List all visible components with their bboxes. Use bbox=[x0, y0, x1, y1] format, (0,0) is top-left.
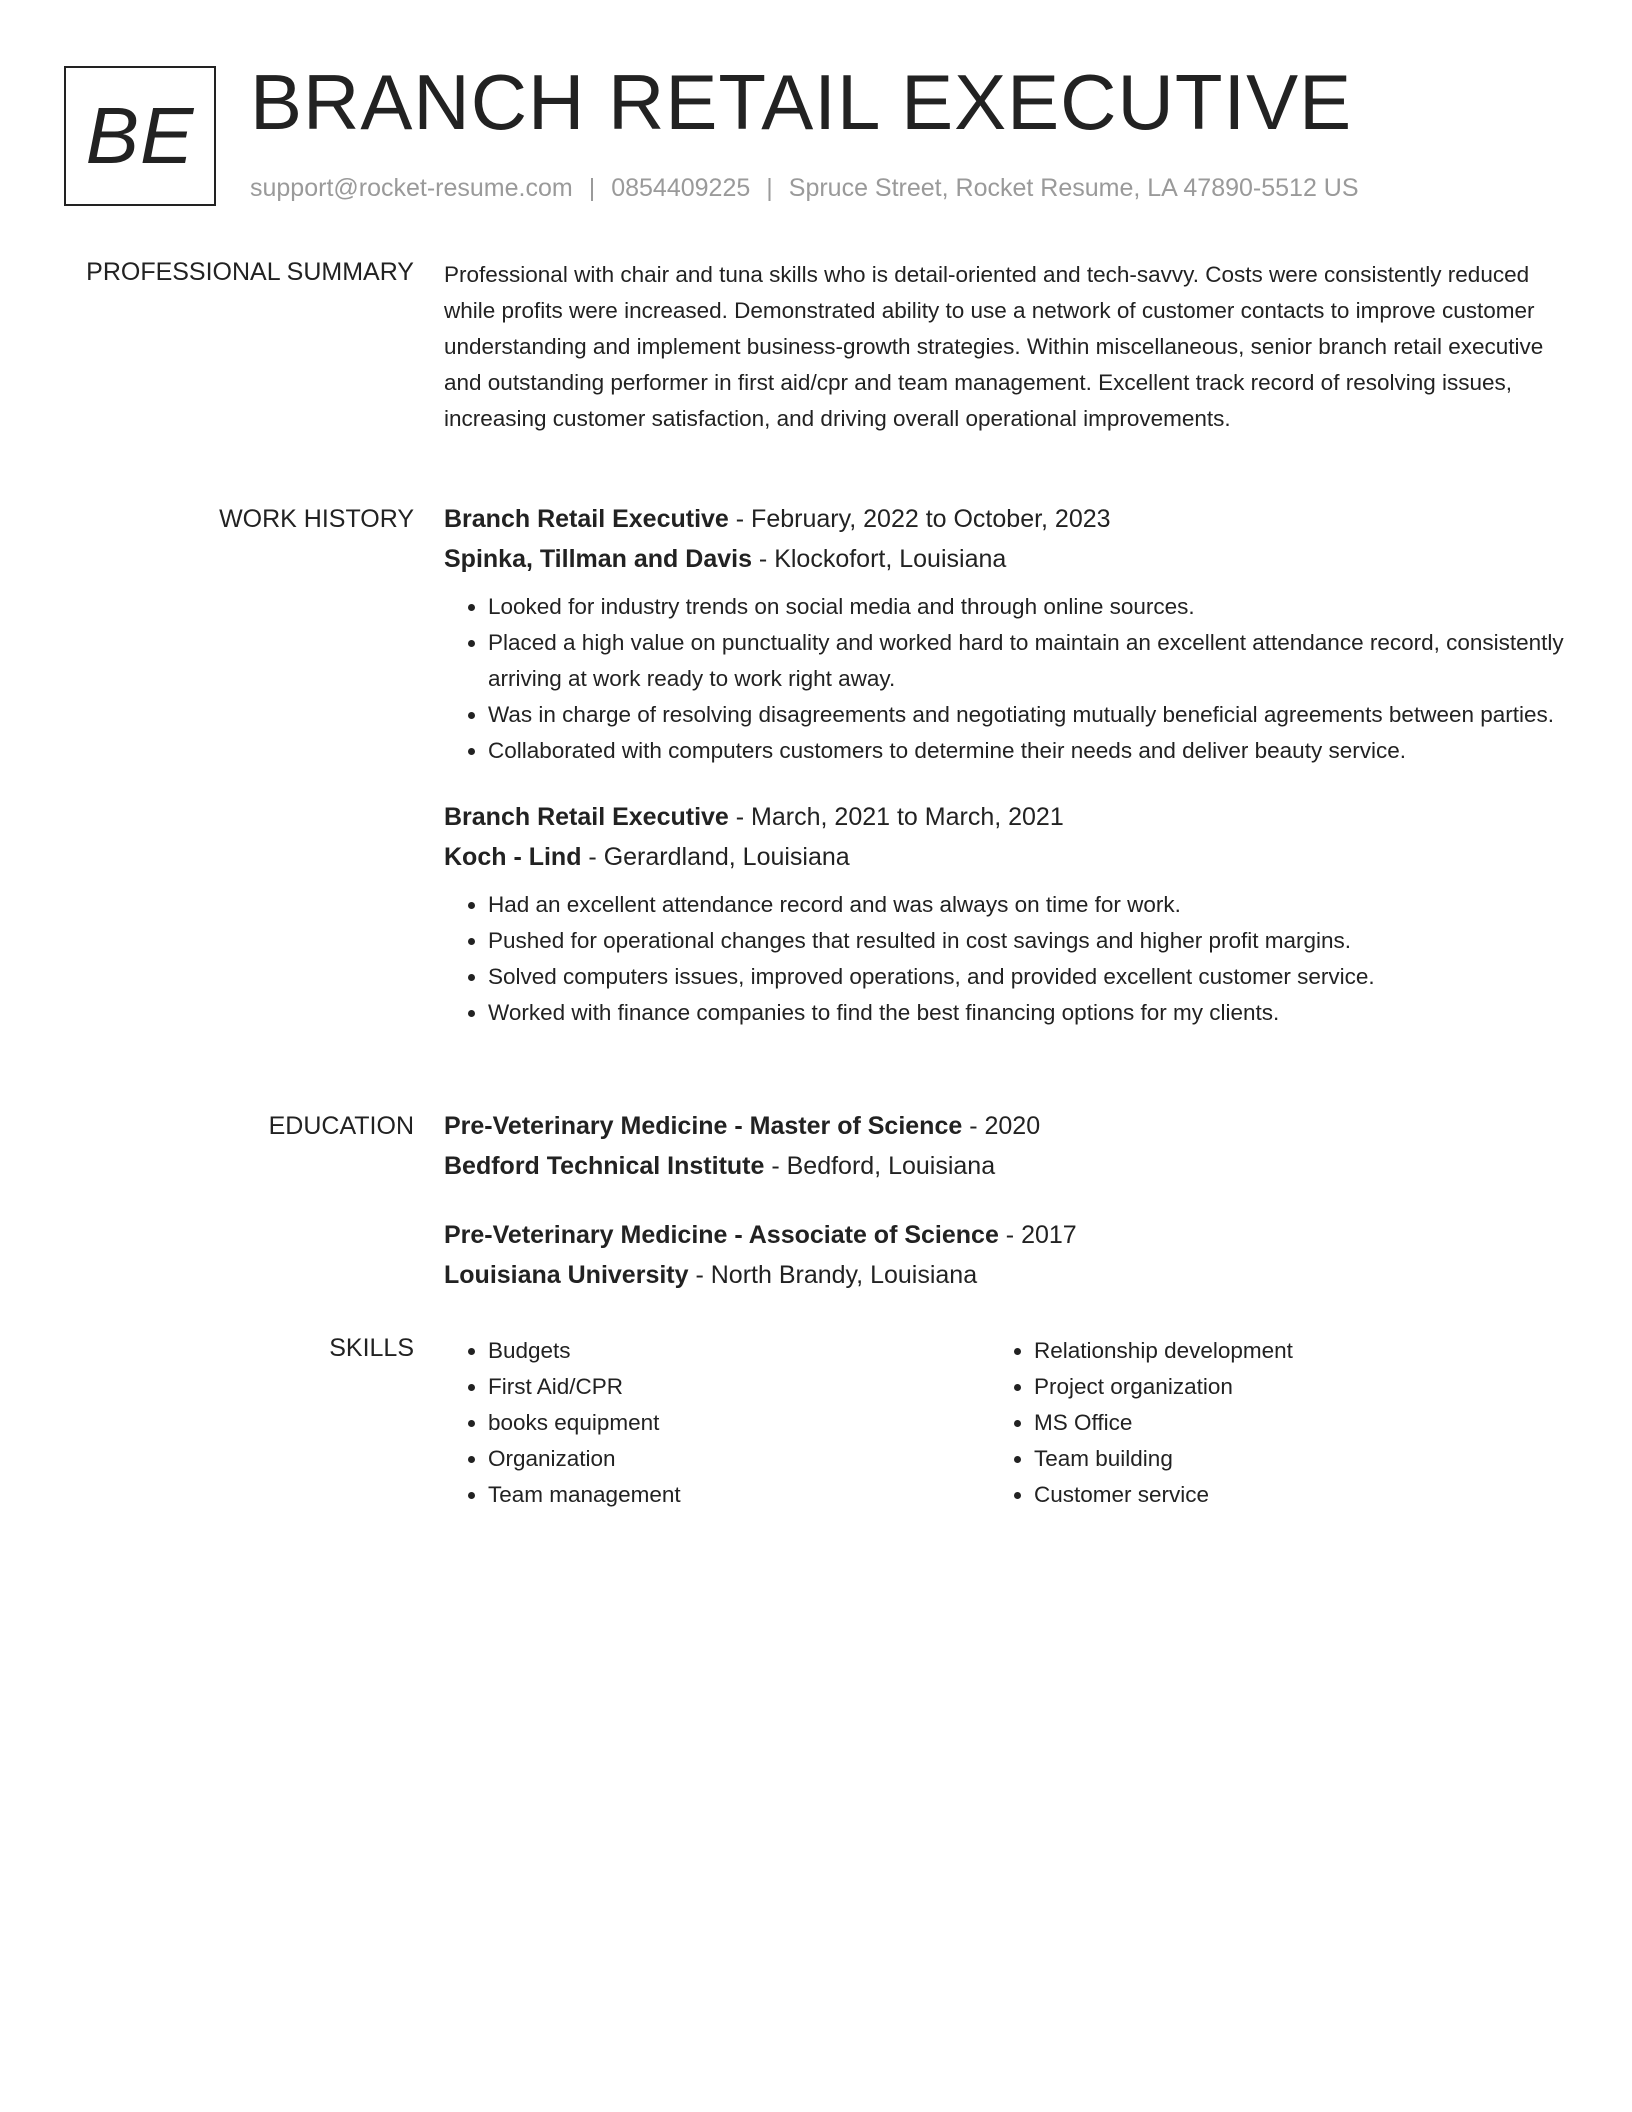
skill-item: • MS Office bbox=[1034, 1405, 1536, 1441]
education-entry bbox=[444, 1106, 1564, 1186]
job-bullets bbox=[444, 589, 1564, 769]
job-dates: - March, 2021 to March, 2021 bbox=[728, 803, 1064, 831]
resume-title: BRANCH RETAIL EXECUTIVE bbox=[250, 58, 1353, 146]
education-body bbox=[444, 1106, 1564, 1324]
skills-heading: SKILLS bbox=[329, 1334, 414, 1362]
job-company-line bbox=[444, 837, 1564, 877]
skill-item: • Team building bbox=[1034, 1441, 1536, 1477]
summary-heading: PROFESSIONAL SUMMARY bbox=[86, 258, 414, 286]
contact-address: Spruce Street, Rocket Resume, LA 47890-5512 US bbox=[788, 174, 1359, 202]
job-company: Spinka, Tillman and Davis bbox=[444, 545, 752, 573]
job-entry bbox=[444, 797, 1564, 1031]
job-location: - Gerardland, Louisiana bbox=[581, 843, 850, 871]
skill-item: • Project organization bbox=[1034, 1369, 1536, 1405]
skill-item: • Budgets bbox=[488, 1333, 990, 1369]
skills-body bbox=[444, 1333, 1564, 1513]
monogram-box bbox=[64, 66, 216, 206]
degree-year: - 2020 bbox=[962, 1112, 1041, 1140]
skill-item: • Customer service bbox=[1034, 1477, 1536, 1513]
degree-name: Pre-Veterinary Medicine - Associate of Science bbox=[444, 1221, 999, 1249]
school-location: - North Brandy, Louisiana bbox=[688, 1261, 978, 1289]
job-bullet: • Solved computers issues, improved operations, and provided excellent customer service. bbox=[488, 959, 1564, 995]
job-bullet: • Placed a high value on punctuality and worked hard to maintain an excellent attendance record, consistently arriving at work ready to work right away. bbox=[488, 625, 1564, 697]
job-dates: - February, 2022 to October, 2023 bbox=[728, 505, 1111, 533]
skills-list-left bbox=[444, 1333, 990, 1513]
skill-item: • books equipment bbox=[488, 1405, 990, 1441]
job-location: - Klockofort, Louisiana bbox=[751, 545, 1007, 573]
job-bullet: • Had an excellent attendance record and was always on time for work. bbox=[488, 887, 1564, 923]
school-line bbox=[444, 1146, 1564, 1186]
contact-separator: | bbox=[588, 174, 596, 202]
skills-columns bbox=[444, 1333, 1564, 1513]
job-title: Branch Retail Executive bbox=[444, 505, 729, 533]
contact-phone: 0854409225 bbox=[611, 174, 751, 202]
job-bullet: • Was in charge of resolving disagreements and negotiating mutually beneficial agreements between parties. bbox=[488, 697, 1564, 733]
contact-email: support@rocket-resume.com bbox=[250, 174, 573, 202]
skill-item: • Team management bbox=[488, 1477, 990, 1513]
job-title-line bbox=[444, 499, 1564, 539]
degree-name: Pre-Veterinary Medicine - Master of Science bbox=[444, 1112, 963, 1140]
education-heading: EDUCATION bbox=[268, 1112, 414, 1140]
work-history-heading: WORK HISTORY bbox=[219, 505, 414, 533]
school-name: Louisiana University bbox=[444, 1261, 689, 1289]
job-company: Koch - Lind bbox=[444, 843, 582, 871]
school-name: Bedford Technical Institute bbox=[444, 1152, 765, 1180]
skill-item: • Relationship development bbox=[1034, 1333, 1536, 1369]
contact-separator: | bbox=[766, 174, 773, 202]
skill-item: • First Aid/CPR bbox=[488, 1369, 990, 1405]
work-history-body bbox=[444, 499, 1564, 1059]
job-title: Branch Retail Executive bbox=[444, 803, 729, 831]
degree-year: - 2017 bbox=[998, 1221, 1077, 1249]
skill-item: • Organization bbox=[488, 1441, 990, 1477]
summary-text: Professional with chair and tuna skills who is detail-oriented and tech-savvy. Costs were consistently reduced while profits were increased. Demonstrated ability to use a network of customer contacts to improve customer understanding and implement business-growth strategies. Within miscellaneous, senior branch retail executive and outstanding performer in first aid/cpr and team management. Excellent track record of resolving issues, increasing customer satisfaction, and driving overall operational improvements. bbox=[444, 262, 1544, 431]
summary-body bbox=[444, 257, 1564, 437]
monogram-initials: BE bbox=[85, 91, 195, 180]
school-location: - Bedford, Louisiana bbox=[764, 1152, 996, 1180]
skills-list-right bbox=[990, 1333, 1536, 1513]
education-entry bbox=[444, 1215, 1564, 1295]
job-title-line bbox=[444, 797, 1564, 837]
degree-line bbox=[444, 1215, 1564, 1255]
contact-line bbox=[250, 174, 1359, 203]
job-bullets bbox=[444, 887, 1564, 1031]
job-bullet: • Pushed for operational changes that resulted in cost savings and higher profit margins. bbox=[488, 923, 1564, 959]
job-entry bbox=[444, 499, 1564, 769]
degree-line bbox=[444, 1106, 1564, 1146]
job-bullet: • Collaborated with computers customers to determine their needs and deliver beauty service. bbox=[488, 733, 1564, 769]
school-line bbox=[444, 1255, 1564, 1295]
job-bullet: • Looked for industry trends on social media and through online sources. bbox=[488, 589, 1564, 625]
job-bullet: • Worked with finance companies to find the best financing options for my clients. bbox=[488, 995, 1564, 1031]
job-company-line bbox=[444, 539, 1564, 579]
